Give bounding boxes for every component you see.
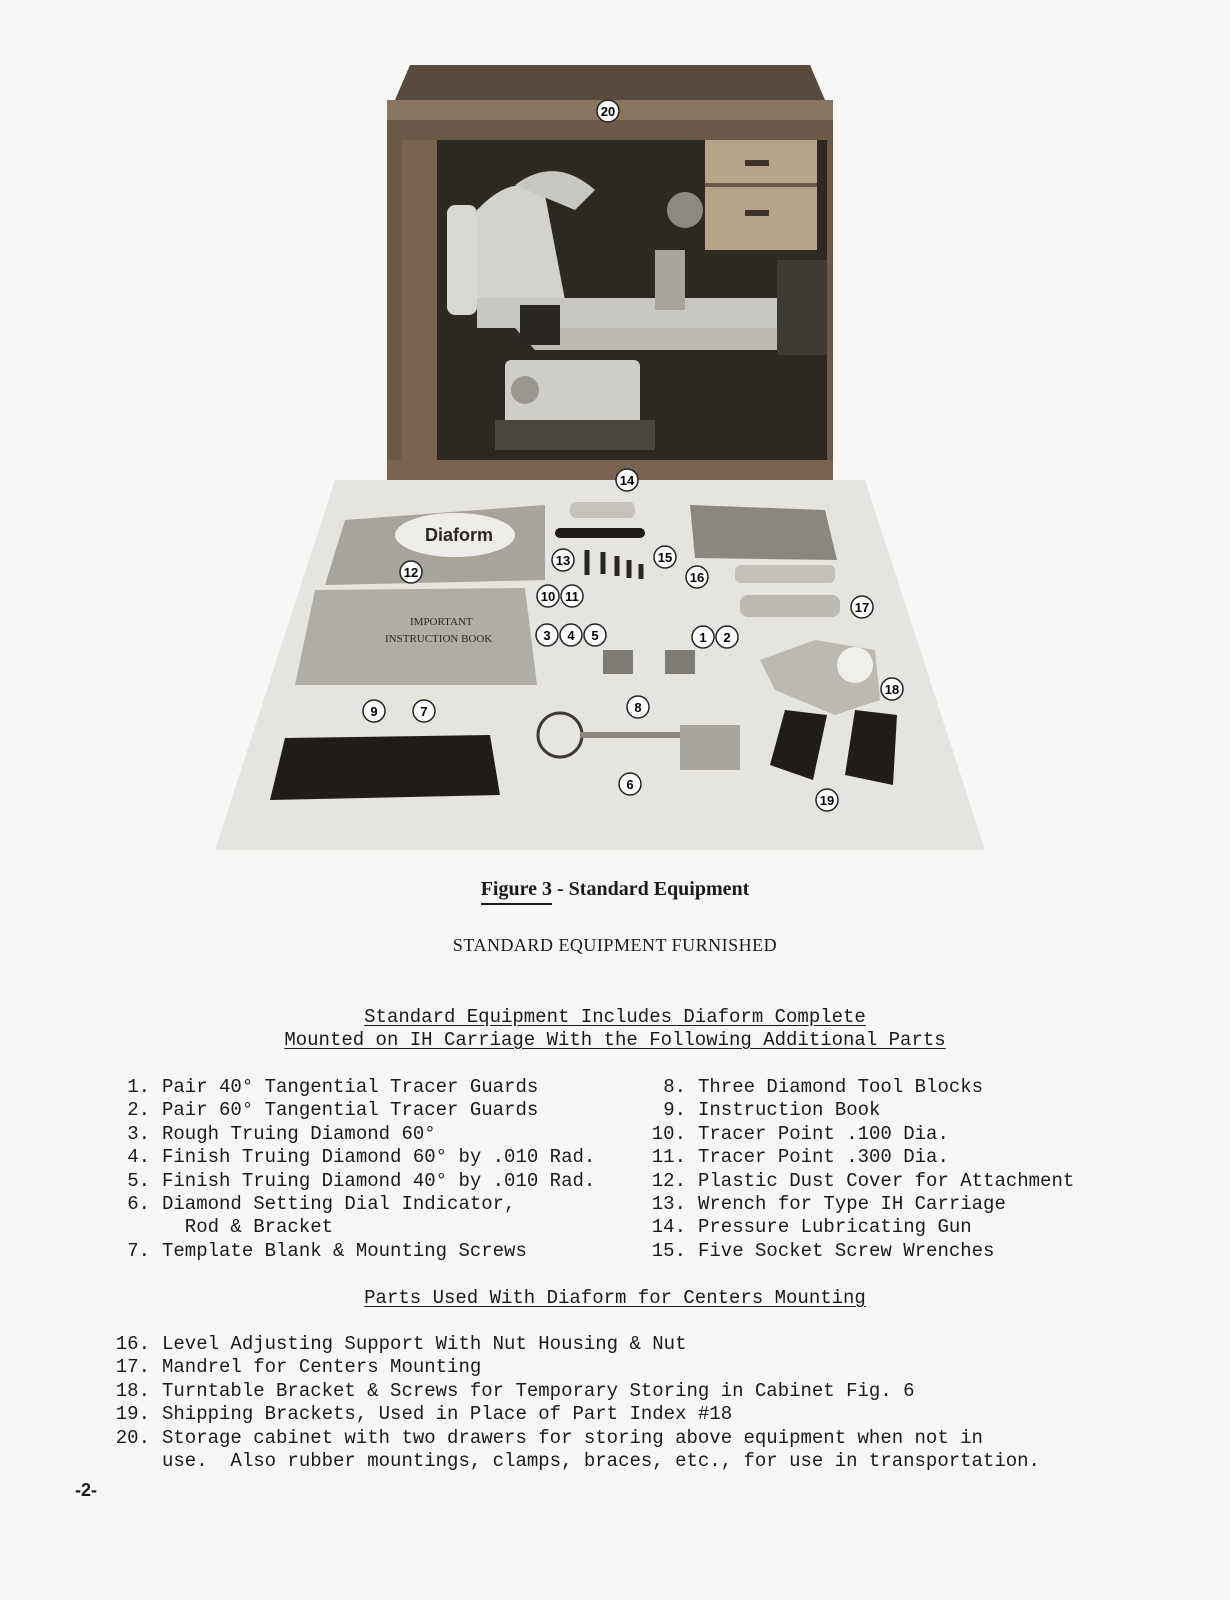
callout-14 bbox=[616, 469, 638, 491]
svg-text:1: 1 bbox=[699, 630, 707, 645]
equipment-photo bbox=[215, 60, 985, 850]
item-text: Tracer Point .100 Dia. bbox=[698, 1122, 949, 1145]
centers-parts-list bbox=[92, 1333, 1040, 1473]
item-number: 15. bbox=[651, 1239, 686, 1262]
item-text: Five Socket Screw Wrenches bbox=[698, 1239, 995, 1262]
list-item bbox=[92, 1216, 595, 1239]
svg-text:7: 7 bbox=[420, 704, 428, 719]
list-item bbox=[92, 1170, 595, 1193]
item-text: Finish Truing Diamond 60° by .010 Rad. bbox=[162, 1146, 596, 1169]
list-item bbox=[92, 1076, 595, 1099]
svg-text:6: 6 bbox=[626, 777, 634, 792]
svg-text:13: 13 bbox=[555, 553, 571, 568]
page-number: -2- bbox=[75, 1480, 97, 1500]
item-number: 4. bbox=[127, 1146, 150, 1169]
item-text: Tracer Point .300 Dia. bbox=[698, 1146, 949, 1169]
item-number: 11. bbox=[651, 1146, 686, 1169]
callout-12 bbox=[400, 561, 422, 583]
cabinet-drawers bbox=[705, 140, 817, 250]
svg-text:8: 8 bbox=[634, 700, 642, 715]
callout-9 bbox=[363, 700, 385, 722]
callout-10 bbox=[537, 585, 559, 607]
callout-3 bbox=[536, 624, 558, 646]
equipment-illustration bbox=[215, 60, 985, 850]
list-item bbox=[92, 1240, 595, 1263]
svg-text:15: 15 bbox=[657, 550, 673, 565]
callout-1 bbox=[692, 626, 714, 648]
svg-text:18: 18 bbox=[884, 682, 900, 697]
item-text: Shipping Brackets, Used in Place of Part Index #18 bbox=[162, 1403, 733, 1426]
item-number: 17. bbox=[115, 1356, 150, 1379]
svg-text:3: 3 bbox=[543, 628, 551, 643]
item-text: Level Adjusting Support With Nut Housing & Nut bbox=[162, 1333, 687, 1355]
grease-gun-14 bbox=[570, 502, 635, 518]
list-item bbox=[92, 1146, 595, 1169]
callout-6 bbox=[619, 773, 641, 795]
wrench-13 bbox=[555, 528, 645, 538]
instruction-book-9 bbox=[295, 588, 537, 685]
item-text: Storage cabinet with two drawers for storing above equipment when not in bbox=[162, 1426, 983, 1449]
list-item bbox=[628, 1099, 1074, 1122]
booklet-line-1: IMPORTANT bbox=[410, 616, 473, 628]
item-text: Template Blank & Mounting Screws bbox=[162, 1239, 527, 1262]
svg-text:14: 14 bbox=[619, 473, 635, 488]
item-number: 2. bbox=[127, 1099, 150, 1122]
dust-cover-logo-text: Diaform bbox=[425, 525, 494, 545]
item-text: Turntable Bracket & Screws for Temporary Storing in Cabinet Fig. 6 bbox=[162, 1379, 915, 1402]
svg-text:2: 2 bbox=[723, 630, 731, 645]
item-number: 10. bbox=[651, 1122, 686, 1145]
callout-13 bbox=[552, 549, 574, 571]
callout-18 bbox=[881, 678, 903, 700]
item-text: Pressure Lubricating Gun bbox=[698, 1216, 972, 1239]
list-item bbox=[92, 1380, 1040, 1403]
item-number bbox=[92, 1450, 162, 1473]
callout-20 bbox=[597, 100, 619, 122]
item-text: Pair 60° Tangential Tracer Guards bbox=[162, 1099, 539, 1122]
section1-title bbox=[0, 1006, 1230, 1052]
item-number: 19. bbox=[115, 1403, 150, 1426]
item-number: 18. bbox=[115, 1379, 150, 1402]
template-blank-7 bbox=[270, 735, 500, 800]
list-item bbox=[628, 1123, 1074, 1146]
item-number: 16. bbox=[115, 1333, 150, 1355]
list-item bbox=[92, 1123, 595, 1146]
section1-title-line1: Standard Equipment Includes Diaform Complete bbox=[364, 1006, 866, 1028]
callout-15 bbox=[654, 546, 676, 568]
item-text: Finish Truing Diamond 40° by .010 Rad. bbox=[162, 1169, 596, 1192]
svg-text:20: 20 bbox=[600, 104, 616, 119]
callout-5 bbox=[584, 624, 606, 646]
section-heading: STANDARD EQUIPMENT FURNISHED bbox=[452, 935, 778, 955]
svg-text:17: 17 bbox=[854, 600, 870, 615]
callout-8 bbox=[627, 696, 649, 718]
item-number: 20. bbox=[115, 1426, 150, 1449]
list-item bbox=[92, 1403, 1040, 1426]
list-item bbox=[92, 1193, 595, 1216]
item-text: Mandrel for Centers Mounting bbox=[162, 1356, 482, 1379]
item-text: Rod & Bracket bbox=[162, 1216, 334, 1239]
booklet-line-2: INSTRUCTION BOOK bbox=[385, 633, 493, 645]
item-number: 13. bbox=[651, 1193, 686, 1216]
item-number bbox=[92, 1216, 162, 1239]
item-number: 6. bbox=[127, 1193, 150, 1216]
callout-2 bbox=[716, 626, 738, 648]
section2-title-text: Parts Used With Diaform for Centers Mounting bbox=[364, 1287, 866, 1309]
callout-19 bbox=[816, 789, 838, 811]
item-text: Three Diamond Tool Blocks bbox=[698, 1076, 984, 1098]
item-number: 5. bbox=[127, 1169, 150, 1192]
list-item bbox=[628, 1146, 1074, 1169]
callout-4 bbox=[560, 624, 582, 646]
equipment-list-right bbox=[628, 1076, 1074, 1263]
list-item bbox=[628, 1216, 1074, 1239]
item-number: 1. bbox=[127, 1076, 150, 1098]
svg-text:5: 5 bbox=[591, 628, 599, 643]
list-item bbox=[628, 1193, 1074, 1216]
item-number: 8. bbox=[663, 1076, 686, 1098]
list-item bbox=[628, 1170, 1074, 1193]
callout-11 bbox=[561, 585, 583, 607]
section1-title-line2: Mounted on IH Carriage With the Following Additional Parts bbox=[284, 1029, 946, 1051]
item-text: Pair 40° Tangential Tracer Guards bbox=[162, 1076, 539, 1098]
svg-text:9: 9 bbox=[370, 704, 378, 719]
svg-text:10: 10 bbox=[540, 589, 556, 604]
item-number: 7. bbox=[127, 1239, 150, 1262]
list-item bbox=[628, 1076, 1074, 1099]
list-item bbox=[92, 1099, 595, 1122]
item-text: Diamond Setting Dial Indicator, bbox=[162, 1193, 516, 1216]
svg-text:4: 4 bbox=[567, 628, 575, 643]
item-number: 9. bbox=[663, 1099, 686, 1122]
figure-caption bbox=[0, 878, 1230, 901]
item-number: 3. bbox=[127, 1122, 150, 1145]
callout-7 bbox=[413, 700, 435, 722]
item-text: use. Also rubber mountings, clamps, braces, etc., for use in transportation. bbox=[162, 1450, 1040, 1473]
item-text: Rough Truing Diamond 60° bbox=[162, 1122, 436, 1145]
callout-17 bbox=[851, 596, 873, 618]
item-text: Instruction Book bbox=[698, 1099, 881, 1122]
svg-text:12: 12 bbox=[403, 565, 419, 580]
equipment-list-left bbox=[92, 1076, 595, 1263]
level-support-16 bbox=[690, 505, 837, 560]
item-number: 12. bbox=[651, 1169, 686, 1192]
item-text: Wrench for Type IH Carriage bbox=[698, 1193, 1006, 1216]
mandrel-17 bbox=[740, 595, 840, 617]
callout-16 bbox=[686, 566, 708, 588]
svg-text:16: 16 bbox=[689, 570, 705, 585]
item-text: Plastic Dust Cover for Attachment bbox=[698, 1169, 1075, 1192]
figure-caption-rest: - Standard Equipment bbox=[552, 878, 750, 900]
list-item bbox=[92, 1450, 1040, 1473]
figure-caption-label: Figure 3 bbox=[481, 878, 552, 905]
svg-text:19: 19 bbox=[819, 793, 835, 808]
svg-text:11: 11 bbox=[565, 589, 579, 604]
list-item bbox=[628, 1240, 1074, 1263]
section2-title bbox=[0, 1287, 1230, 1310]
list-item bbox=[92, 1333, 1040, 1356]
list-item bbox=[92, 1356, 1040, 1379]
list-item bbox=[92, 1427, 1040, 1450]
item-number: 14. bbox=[651, 1216, 686, 1239]
